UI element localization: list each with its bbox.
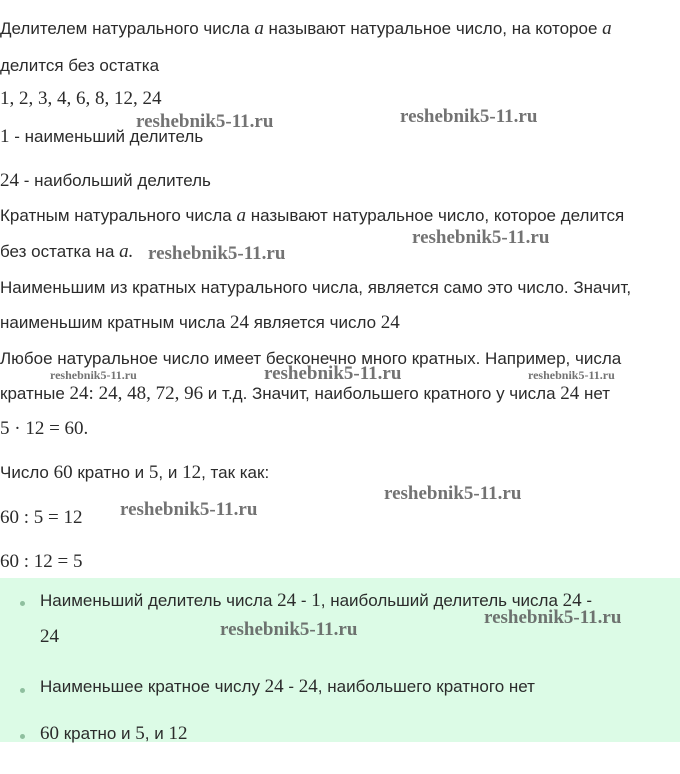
multiples-example-line: кратные 24: 24, 48, 72, 96 и т.д. Значит, наибольшего кратного у числа 24 нет <box>0 383 611 404</box>
watermark: reshebnik5-11.ru <box>148 243 286 264</box>
watermark: reshebnik5-11.ru <box>220 619 358 640</box>
smallest-divisor-line: 1 - наименьший делитель <box>0 126 204 147</box>
division-equation-1: 60 : 5 = 12 <box>0 507 83 528</box>
answer-box <box>0 578 680 742</box>
answer-item-2: Наименьшее кратное числу 24 - 24, наибольшего кратного нет <box>40 676 535 697</box>
watermark: reshebnik5-11.ru <box>484 607 622 628</box>
division-equation-2: 60 : 12 = 5 <box>0 551 83 572</box>
watermark: reshebnik5-11.ru <box>412 227 550 248</box>
definition-divisor-line-2: делится без остатка <box>0 56 160 75</box>
smallest-multiple-line: Наименьшим из кратных натурального числа, является само это число. Значит, <box>0 278 632 297</box>
bullet-icon <box>20 688 25 693</box>
watermark: reshebnik5-11.ru <box>384 483 522 504</box>
divisors-list: 1, 2, 3, 4, 6, 8, 12, 24 <box>0 88 162 109</box>
sixty-multiple-line: Число 60 кратно и 5, и 12, так как: <box>0 462 270 483</box>
watermark: reshebnik5-11.ru <box>264 363 402 384</box>
watermark: reshebnik5-11.ru <box>50 368 137 382</box>
watermark: reshebnik5-11.ru <box>528 368 615 382</box>
answer-item-1: Наименьший делитель числа 24 - 1, наибольший делитель числа 24 - <box>40 590 593 611</box>
definition-divisor-line: Делителем натурального числа a называют натуральное число, на которое a <box>0 18 612 39</box>
watermark: reshebnik5-11.ru <box>120 499 258 520</box>
infinite-multiples-line: Любое натуральное число имеет бесконечно много кратных. Например, числа <box>0 349 622 368</box>
var-a: a <box>602 18 612 39</box>
watermark: reshebnik5-11.ru <box>136 111 274 132</box>
definition-multiple-line-2: без остатка на a. <box>0 241 134 262</box>
answer-item-3: 60 кратно и 5, и 12 <box>40 723 188 744</box>
smallest-multiple-line-2: наименьшим кратным числа 24 является число 24 <box>0 312 400 333</box>
definition-multiple-line: Кратным натурального числа a называют натуральное число, которое делится <box>0 205 625 226</box>
largest-divisor-line: 24 - наибольший делитель <box>0 170 211 191</box>
product-equation: 5 · 12 = 60. <box>0 418 89 439</box>
watermark: reshebnik5-11.ru <box>400 106 538 127</box>
bullet-icon <box>20 601 25 606</box>
answer-item-1-cont: 24 <box>40 626 59 647</box>
bullet-icon <box>20 734 25 739</box>
var-a: a <box>254 18 264 39</box>
